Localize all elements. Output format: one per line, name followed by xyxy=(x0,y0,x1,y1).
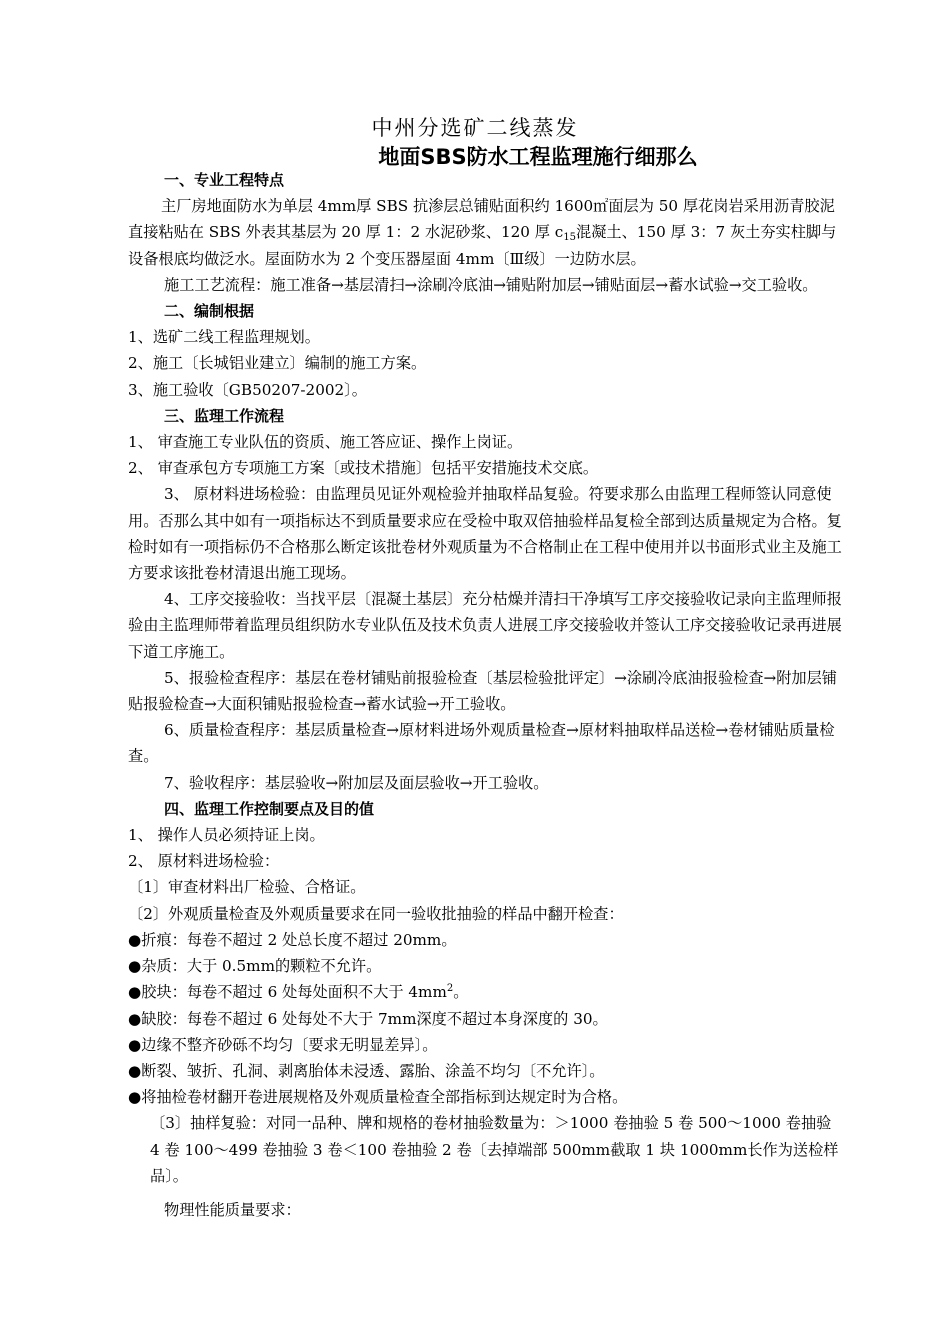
section-1-p1-text-a: 主厂房地面防水为单层 4mm厚 SBS 抗渗层总铺贴面积约 1600㎡面层为 50 厚花岗岩采用沥青胶泥直接粘贴在 SBS 外表其基层为 20 厚 1：2 水泥砂浆、120 厚 c xyxy=(128,197,835,242)
section-4-subitem-2: 〔2〕外观质量检查及外观质量要求在同一验收批抽验的样品中翻开检查： xyxy=(128,904,624,923)
bullet-item-glue-lump xyxy=(128,979,843,1005)
bullet-item-conclusion: ●将抽检卷材翻开卷进展规格及外观质量检查全部指标到达规定时为合格。 xyxy=(128,1088,628,1107)
section-4-heading: 四、监理工作控制要点及目的值 xyxy=(164,799,375,818)
section-3-item: 5、报验检查程序：基层在卷材铺贴前报验检查〔基层检验批评定〕→涂刷冷底油报验检查→附加层铺贴报验检查→大面积铺贴报验检查→蓄水试验→开工验收。 xyxy=(128,668,837,714)
area-unit-superscript: 2 xyxy=(446,983,454,995)
bullet-3-text-b: 。 xyxy=(453,983,469,1002)
section-3-item: 4、工序交接验收：当找平层〔混凝土基层〕充分枯燥并清扫干净填写工序交接验收记录向主监理师报验由主监理师带着监理员组织防水专业队伍及技术负责人进展工序交接验收并签认工序交接验收记录再进展下道工序施工。 xyxy=(128,590,842,661)
document-title-main: 地面SBS防水工程监理施行细那么 xyxy=(378,145,698,169)
section-4-item: 1、 操作人员必须持证上岗。 xyxy=(128,826,325,845)
section-1-paragraph-1 xyxy=(128,193,843,272)
section-2-heading: 二、编制根据 xyxy=(164,302,255,321)
concrete-grade-subscript: 15 xyxy=(563,232,577,244)
section-4-subitem-1: 〔1〕审查材料出厂检验、合格证。 xyxy=(128,878,366,897)
bullet-item-fracture: ●断裂、皱折、孔洞、剥离胎体未浸透、露胎、涂盖不均匀〔不允许〕。 xyxy=(128,1061,605,1080)
section-3-item: 7、验收程序：基层验收→附加层及面层验收→开工验收。 xyxy=(164,773,549,792)
section-4-subitem-3: 〔3〕抽样复验：对同一品种、牌和规格的卷材抽验数量为：＞1000 卷抽验 5 卷 500～1000 卷抽验 4 卷 100～499 卷抽验 3 卷＜100 卷抽验 2 卷〔去掉端部 500mm截取 1 块 1000mm长作为送检样品〕。 xyxy=(150,1114,839,1185)
section-3-heading: 三、监理工作流程 xyxy=(164,406,285,425)
section-2-item: 2、施工〔长城铝业建立〕编制的施工方案。 xyxy=(128,354,427,373)
section-4-item: 2、 原材料进场检验： xyxy=(128,852,280,871)
document-body xyxy=(128,167,843,1223)
bullet-3-text-a: ●胶块：每卷不超过 6 处每处面积不大于 4mm xyxy=(128,983,447,1002)
bullet-item-impurity: ●杂质：大于 0.5mm的颗粒不允许。 xyxy=(128,957,382,976)
section-3-item: 1、 审查施工专业队伍的资质、施工答应证、操作上岗证。 xyxy=(128,433,523,452)
document-title-project: 中州分选矿二线蒸发 xyxy=(371,116,579,140)
section-3-item: 6、质量检查程序：基层质量检查→原材料进场外观质量检查→原材料抽取样品送检→卷材铺贴质量检查。 xyxy=(128,721,835,766)
section-2-item: 1、选矿二线工程监理规划。 xyxy=(128,328,320,347)
section-3-item: 2、 审查承包方专项施工方案〔或技术措施〕包括平安措施技术交底。 xyxy=(128,459,599,478)
section-2-item: 3、施工验收〔GB50207-2002〕。 xyxy=(128,380,367,399)
physical-requirements-label: 物理性能质量要求： xyxy=(164,1200,301,1219)
section-3-item: 3、 原材料进场检验：由监理员见证外观检验并抽取样品复验。符要求那么由监理工程师签认同意使用。否那么其中如有一项指标达不到质量要求应在受检中取双倍抽验样品复检全部到达质量规定为合格。复检时如有一项指标仍不合格那么断定该批卷材外观质量为不合格制止在工程中使用并以书面形式业主及施工方要求该批卷材清退出施工现场。 xyxy=(128,485,842,583)
bullet-item-edge: ●边缘不整齐砂砾不均匀〔要求无明显差异〕。 xyxy=(128,1035,438,1054)
bullet-item-crease: ●折痕：每卷不超过 2 处总长度不超过 20mm。 xyxy=(128,930,457,949)
bullet-item-missing-glue: ●缺胶：每卷不超过 6 处每处不大于 7mm深度不超过本身深度的 30。 xyxy=(128,1009,608,1028)
section-1-p1-text-b: 混凝土、150 厚 3：7 灰土夯实柱脚与设备根底均做泛水。屋面防水为 2 个变压器屋面 4mm〔Ⅲ级〕一边防水层。 xyxy=(128,223,837,268)
section-1-paragraph-2: 施工工艺流程：施工准备→基层清扫→涂刷冷底油→铺贴附加层→铺贴面层→蓄水试验→交工验收。 xyxy=(164,275,818,294)
section-1-heading: 一、专业工程特点 xyxy=(164,171,285,189)
